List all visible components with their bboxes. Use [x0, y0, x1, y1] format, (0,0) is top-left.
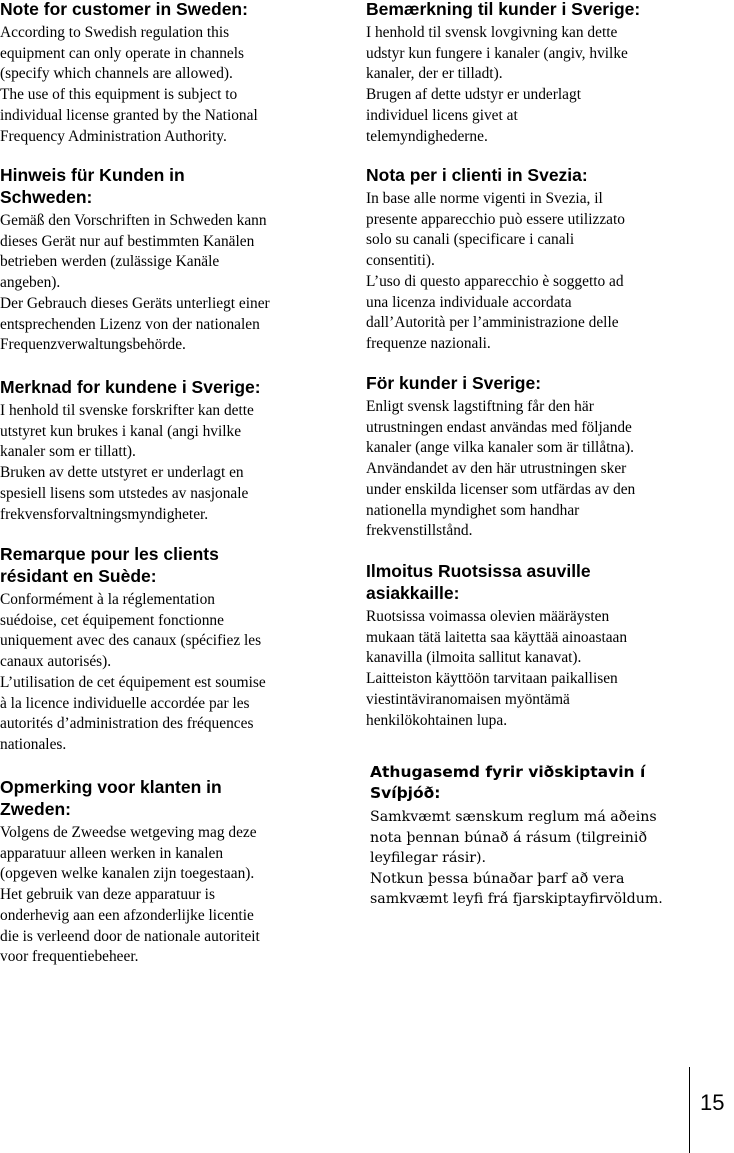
notice-paragraph: Bruken av dette utstyret er underlagt en spesiell lisens som utstedes av nasjonale frekvensforvaltningsmyndigheter. [0, 464, 249, 523]
notice-heading: Note for customer in Sweden: [0, 0, 248, 19]
notice-paragraph: Enligt svensk lagstiftning får den här utrustningen endast användas med följande kanaler (ange vilka kanaler som är tillåtna). [366, 398, 634, 457]
notice-paragraph: Der Gebrauch dieses Geräts unterliegt einer entsprechenden Lizenz von der nationalen Frequenzverwaltungsbehörde. [0, 294, 270, 354]
notice-paragraph: Het gebruik van deze apparatuur is onderhevig aan een afzonderlijke licentie die is verleend door de nationale autoriteit voor frequentiebeheer. [0, 886, 260, 966]
notice-paragraph: I henhold til svensk lovgivning kan dette udstyr kun fungere i kanaler (angiv, hvilke kanaler, der er tilladt). [366, 24, 628, 83]
notice-paragraph: Samkvæmt sænskum reglum má aðeins nota þennan búnað á rásum (tilgreinið leyfilegar rásir). [370, 809, 657, 866]
notice-paragraph: L’uso di questo apparecchio è soggetto ad una licenza individuale accordata dall’Autorità per l’amministrazione delle frequenze nazionali. [366, 272, 624, 352]
notice-paragraph: Notkun þessa búnaðar þarf að vera samkvæmt leyfi frá fjarskiptayfirvöldum. [370, 870, 663, 907]
notice-heading: Remarque pour les clients résidant en Suède: [0, 544, 219, 586]
notice-heading: Bemærkning til kunder i Sverige: [366, 0, 641, 19]
notice-heading: Nota per i clienti in Svezia: [366, 165, 588, 185]
notice-paragraph: According to Swedish regulation this equipment can only operate in channels (specify which channels are allowed). [0, 24, 245, 83]
notice-paragraph: In base alle norme vigenti in Svezia, il presente apparecchio può essere utilizzato solo su canali (specificare i canali consentiti). [366, 190, 625, 270]
notice-swedish [366, 372, 635, 542]
notice-heading: Ilmoitus Ruotsissa asuville asiakkaille: [366, 561, 591, 603]
notice-german [0, 164, 270, 356]
notice-paragraph: The use of this equipment is subject to individual license granted by the National Frequency Administration Authority. [0, 86, 258, 145]
notice-paragraph: Conformément à la réglementation suédoise, cet équipement fonctionne uniquement avec des canaux (spécifiez les canaux autorisés). [0, 591, 262, 671]
notice-paragraph: Ruotsissa voimassa olevien määräysten mukaan tätä laitetta saa käyttää ainoastaan kanavilla (ilmoita sallitut kanavat). [366, 608, 628, 667]
notice-finnish [366, 560, 627, 731]
notice-italian [366, 164, 625, 355]
notice-paragraph: Volgens de Zweedse wetgeving mag deze apparatuur alleen werken in kanalen (opgeven welke kanalen zijn toegestaan). [0, 824, 257, 883]
notice-heading: Opmerking voor klanten in Zweden: [0, 777, 222, 819]
notice-dutch [0, 776, 260, 968]
notice-icelandic [370, 762, 663, 910]
page-number-rule [689, 1067, 690, 1153]
notice-norwegian [0, 376, 261, 525]
notice-paragraph: Användandet av den här utrustningen sker under enskilda licenser som utfärdas av den nationella myndighet som handhar frekvenstillstånd. [366, 460, 636, 540]
notice-paragraph: I henhold til svenske forskrifter kan dette utstyret kun brukes i kanal (angi hvilke kanaler som er tillatt). [0, 402, 254, 461]
notice-heading: För kunder i Sverige: [366, 373, 542, 393]
notice-heading: Athugasemd fyrir viðskiptavin í Svíþjóð: [370, 763, 646, 802]
notice-english [0, 0, 258, 147]
notice-heading: Hinweis für Kunden in Schweden: [0, 165, 185, 207]
notice-paragraph: Gemäß den Vorschriften in Schweden kann dieses Gerät nur auf bestimmten Kanälen betrieben werden (zulässige Kanäle angeben). [0, 212, 267, 292]
notice-paragraph: L’utilisation de cet équipement est soumise à la licence individuelle accordée par les autorités d’administration des fréquences nationales. [0, 673, 266, 753]
notice-danish [366, 0, 640, 147]
notice-paragraph: Brugen af dette udstyr er underlagt individuel licens givet at telemyndighederne. [366, 86, 581, 145]
page-number: 15 [700, 1090, 725, 1115]
notice-heading: Merknad for kundene i Sverige: [0, 377, 261, 397]
notice-french [0, 543, 266, 756]
notice-paragraph: Laitteiston käyttöön tarvitaan paikallisen viestintäviranomaisen myöntämä henkilökohtainen lupa. [366, 670, 618, 729]
